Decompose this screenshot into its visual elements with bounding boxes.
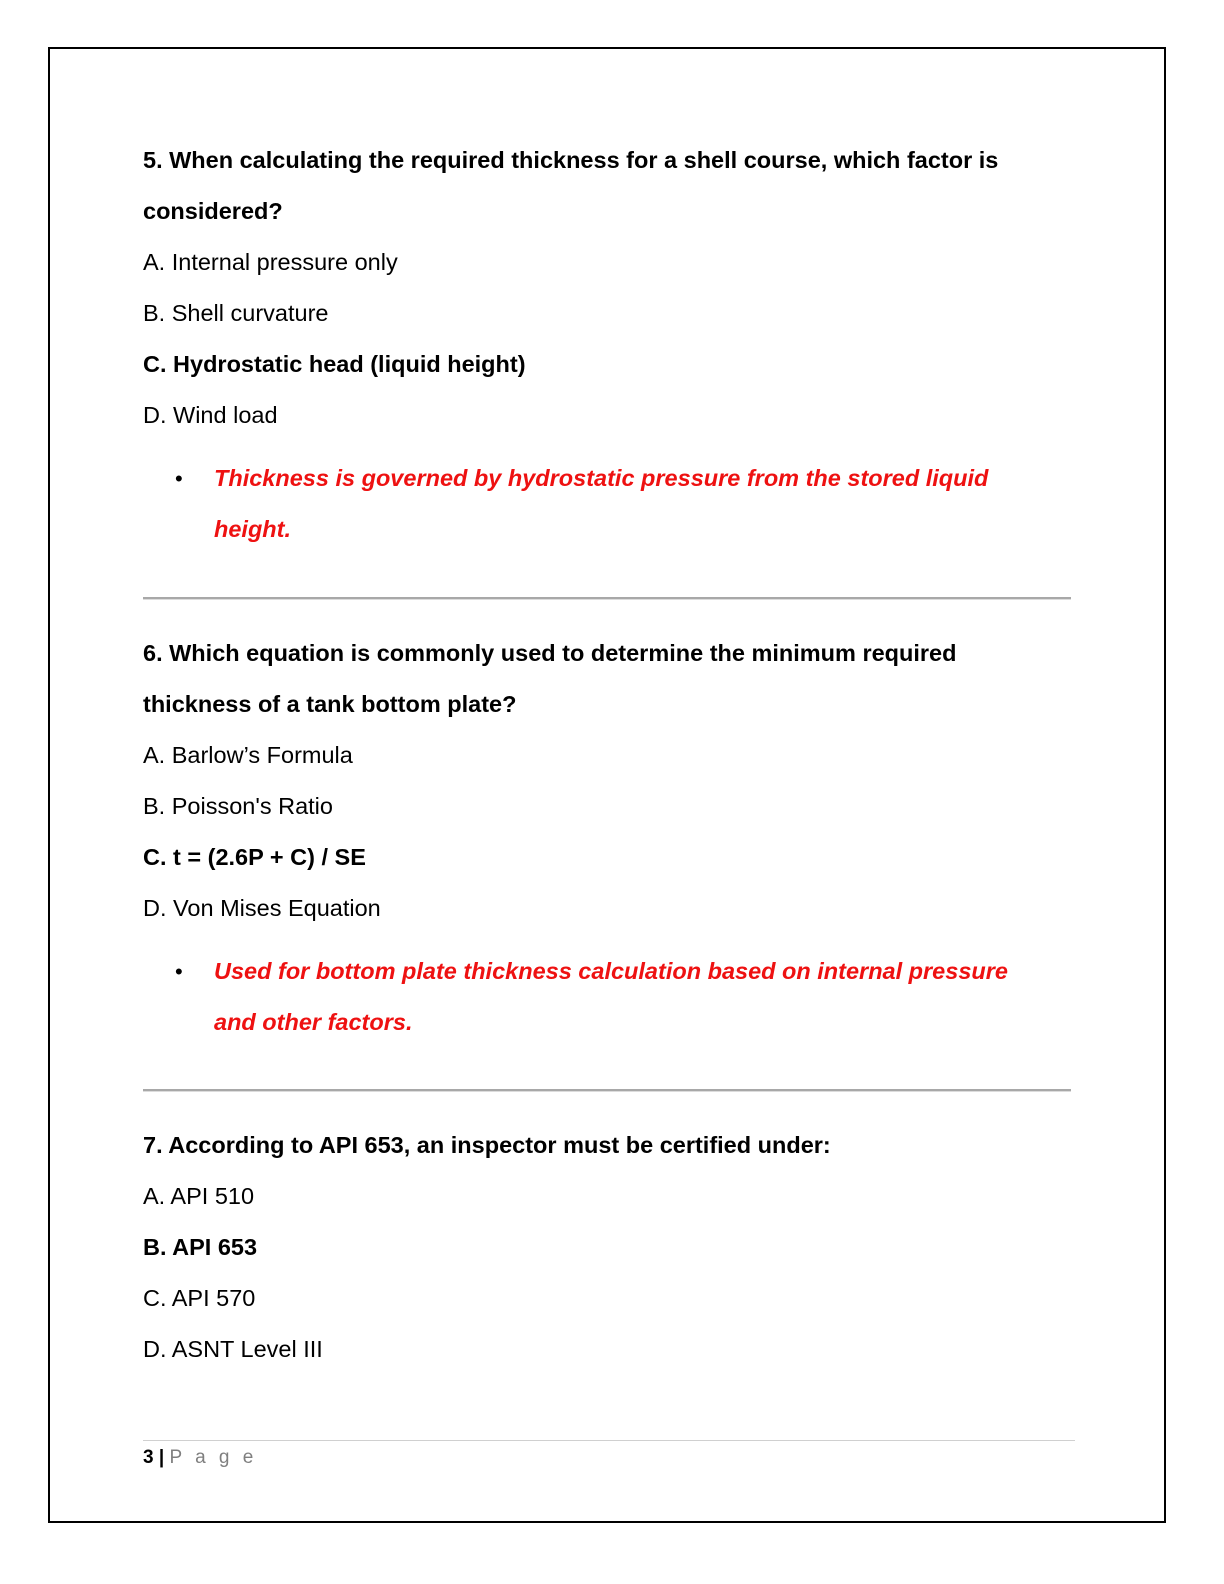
question-5-option-c-correct: C. Hydrostatic head (liquid height) [143, 351, 526, 377]
section-divider [143, 1089, 1071, 1092]
question-6-option-c-correct: C. t = (2.6P + C) / SE [143, 844, 366, 870]
question-5-text-line-1: 5. When calculating the required thickness for a shell course, which factor is [143, 147, 999, 173]
question-5-explanation-line-1: Thickness is governed by hydrostatic pressure from the stored liquid [214, 465, 989, 491]
footer-rule [143, 1440, 1075, 1441]
question-6-explanation [143, 946, 1023, 1048]
question-7-text-rest: , an inspector must be certified under: [403, 1132, 831, 1158]
question-5 [143, 135, 1073, 555]
question-5-option-d: D. Wind load [143, 402, 278, 428]
page-number: 3 [143, 1447, 154, 1468]
question-7-option-b-correct: B. API 653 [143, 1234, 258, 1260]
question-6-explanation-line-2: and other factors. [214, 1009, 413, 1035]
question-6-option-b: B. Poisson's Ratio [143, 793, 333, 819]
question-6-text-line-2: thickness of a tank bottom plate? [143, 691, 517, 717]
question-7-option-c: C. API 570 [143, 1285, 256, 1311]
question-6-text-line-1: 6. Which equation is commonly used to determine the minimum required [143, 640, 957, 666]
question-7 [143, 1120, 1073, 1375]
question-6-explanation-line-1: Used for bottom plate thickness calculation based on internal pressure [214, 958, 1008, 984]
question-7-text-bold: 7. According to API 653 [143, 1132, 404, 1158]
bullet-icon: • [175, 466, 183, 491]
page-footer [143, 1446, 257, 1470]
question-7-text [143, 1120, 1073, 1171]
question-6-option-d: D. Von Mises Equation [143, 895, 381, 921]
question-5-option-a: A. Internal pressure only [143, 249, 398, 275]
bullet-icon: • [175, 959, 183, 984]
question-5-explanation-line-2: height. [214, 516, 292, 542]
question-5-option-b: B. Shell curvature [143, 300, 329, 326]
footer-separator: | [158, 1447, 165, 1468]
question-5-explanation [143, 453, 1023, 555]
question-6 [143, 628, 1073, 1048]
question-5-text-line-2: considered? [143, 198, 283, 224]
section-divider [143, 597, 1071, 600]
question-6-option-a: A. Barlow’s Formula [143, 742, 353, 768]
footer-page-label: P a g e [169, 1447, 258, 1468]
question-7-option-a: A. API 510 [143, 1183, 255, 1209]
question-7-option-d: D. ASNT Level III [143, 1336, 323, 1362]
